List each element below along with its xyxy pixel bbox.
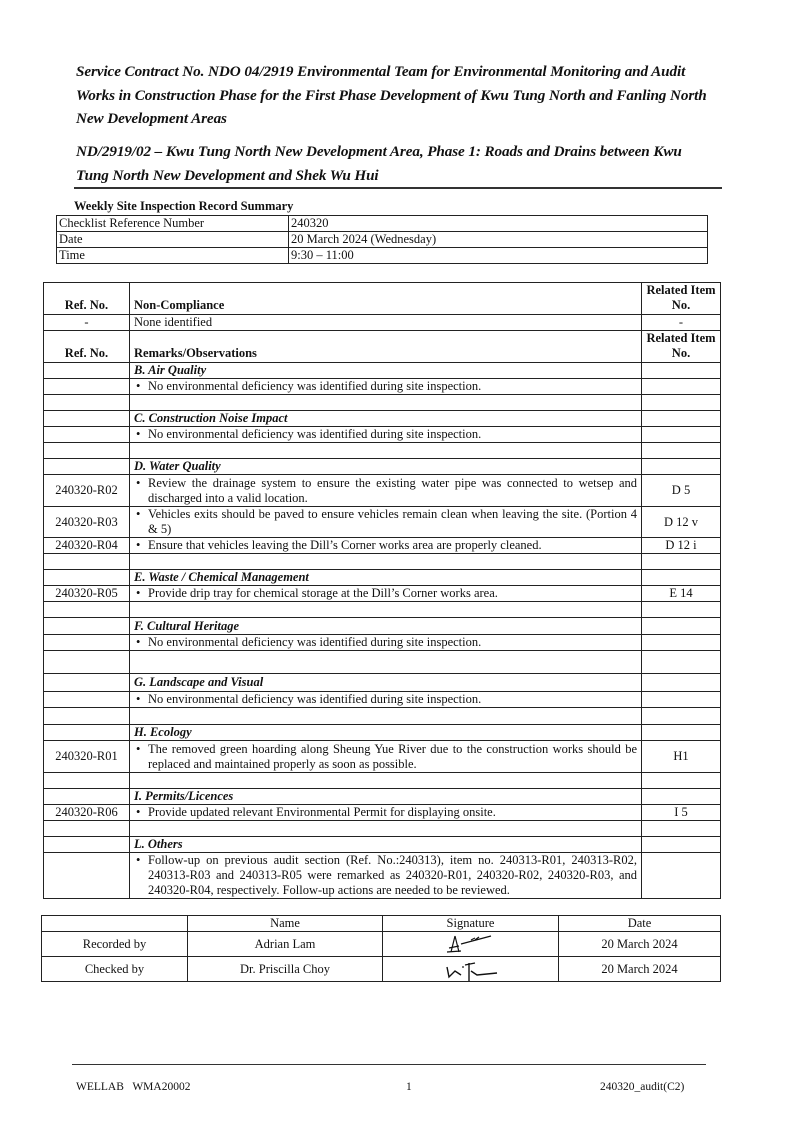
section-title: E. Waste / Chemical Management bbox=[130, 570, 642, 586]
bullet-icon: • bbox=[136, 427, 141, 441]
signoff-name: Dr. Priscilla Choy bbox=[188, 957, 383, 982]
remark-cell: • The removed green hoarding along Sheung Yue River due to the construction works should be replaced and maintained properly as soon as possible. bbox=[130, 741, 642, 773]
spacer-row bbox=[44, 554, 721, 570]
bullet-icon: • bbox=[136, 805, 141, 819]
footer-right: 240320_audit(C2) bbox=[600, 1081, 685, 1093]
related-cell bbox=[642, 427, 721, 443]
section-row bbox=[44, 411, 721, 427]
signoff-header-name: Name bbox=[188, 916, 383, 932]
related-cell: D 12 i bbox=[642, 538, 721, 554]
section-row bbox=[44, 363, 721, 379]
page-number: 1 bbox=[406, 1081, 412, 1093]
remark-cell: • Provide updated relevant Environmental Permit for displaying onsite. bbox=[130, 805, 642, 821]
table-row bbox=[44, 692, 721, 708]
col-header-remarks: Remarks/Observations bbox=[130, 331, 642, 363]
ref-cell bbox=[44, 635, 130, 651]
related-cell: - bbox=[642, 315, 721, 331]
section-title: D. Water Quality bbox=[130, 459, 642, 475]
related-cell bbox=[642, 379, 721, 395]
signoff-header-signature: Signature bbox=[383, 916, 559, 932]
ref-cell bbox=[44, 379, 130, 395]
col-header-related: Related Item No. bbox=[642, 283, 721, 315]
remark-cell: • No environmental deficiency was identified during site inspection. bbox=[130, 427, 642, 443]
table-row bbox=[44, 805, 721, 821]
section-title: H. Ecology bbox=[130, 725, 642, 741]
col-header-ref: Ref. No. bbox=[44, 331, 130, 363]
signoff-row bbox=[42, 932, 721, 957]
bullet-icon: • bbox=[136, 853, 141, 867]
ref-cell: 240320-R03 bbox=[44, 507, 130, 538]
remark-cell: • Review the drainage system to ensure the existing water pipe was connected to wetsep and discharged into a valid location. bbox=[130, 475, 642, 507]
section-row bbox=[44, 725, 721, 741]
table-row bbox=[44, 427, 721, 443]
section-row bbox=[44, 459, 721, 475]
table-row bbox=[44, 379, 721, 395]
signoff-header-role bbox=[42, 916, 188, 932]
summary-value: 9:30 – 11:00 bbox=[289, 248, 708, 264]
project-title: ND/2919/02 – Kwu Tung North New Development Area, Phase 1: Roads and Drains between Kwu Tung North New Development and Shek Wu Hui bbox=[76, 143, 682, 184]
related-cell: E 14 bbox=[642, 586, 721, 602]
signature-icon bbox=[441, 932, 501, 956]
header-divider bbox=[74, 187, 722, 189]
signoff-date: 20 March 2024 bbox=[559, 957, 721, 982]
signoff-table bbox=[41, 915, 721, 982]
remark-cell: • No environmental deficiency was identified during site inspection. bbox=[130, 635, 642, 651]
summary-table bbox=[56, 215, 708, 264]
table-row bbox=[44, 586, 721, 602]
bullet-icon: • bbox=[136, 692, 141, 706]
section-title: B. Air Quality bbox=[130, 363, 642, 379]
spacer-row bbox=[44, 395, 721, 411]
related-cell: H1 bbox=[642, 741, 721, 773]
summary-value: 20 March 2024 (Wednesday) bbox=[289, 232, 708, 248]
table-row bbox=[44, 475, 721, 507]
section-row bbox=[44, 674, 721, 692]
table-row bbox=[44, 853, 721, 899]
signature-icon bbox=[441, 957, 501, 981]
ref-cell bbox=[44, 427, 130, 443]
remark-cell: • Follow-up on previous audit section (Ref. No.:240313), item no. 240313-R01, 240313-R02, 240313-R03 and 240313-R05 were remarked as 240320-R01, 240320-R02, 240320-R03, and 240320-R04, respectively. Follow-up actions are needed to be reviewed. bbox=[130, 853, 642, 899]
ref-cell bbox=[44, 692, 130, 708]
ref-cell: 240320-R05 bbox=[44, 586, 130, 602]
related-cell bbox=[642, 853, 721, 899]
section-title: L. Others bbox=[130, 837, 642, 853]
table-header-row bbox=[44, 331, 721, 363]
signoff-role: Checked by bbox=[42, 957, 188, 982]
ref-cell: 240320-R02 bbox=[44, 475, 130, 507]
table-row bbox=[44, 315, 721, 331]
bullet-icon: • bbox=[136, 741, 141, 756]
summary-value: 240320 bbox=[289, 216, 708, 232]
table-row bbox=[44, 538, 721, 554]
ref-cell: 240320-R06 bbox=[44, 805, 130, 821]
signoff-date: 20 March 2024 bbox=[559, 932, 721, 957]
bullet-icon: • bbox=[136, 507, 141, 521]
section-title: G. Landscape and Visual bbox=[130, 674, 642, 692]
spacer-row bbox=[44, 443, 721, 459]
col-header-ref: Ref. No. bbox=[44, 283, 130, 315]
summary-row bbox=[57, 216, 708, 232]
inspection-table bbox=[43, 282, 721, 899]
signature-cell bbox=[383, 957, 559, 982]
table-header-row bbox=[44, 283, 721, 315]
signoff-header-row bbox=[42, 916, 721, 932]
bullet-icon: • bbox=[136, 538, 141, 552]
section-title: F. Cultural Heritage bbox=[130, 618, 642, 635]
section-row bbox=[44, 837, 721, 853]
ref-cell: 240320-R04 bbox=[44, 538, 130, 554]
table-row bbox=[44, 635, 721, 651]
spacer-row bbox=[44, 651, 721, 674]
related-cell: D 12 v bbox=[642, 507, 721, 538]
remark-cell: • Vehicles exits should be paved to ensure vehicles remain clean when leaving the site. (Portion 4 & 5) bbox=[130, 507, 642, 538]
section-row bbox=[44, 570, 721, 586]
related-cell bbox=[642, 692, 721, 708]
contract-title: Service Contract No. NDO 04/2919 Environmental Team for Environmental Monitoring and Audit Works in Construction Phase for the First Phase Development of Kwu Tung North and Fanling North New Development Areas bbox=[76, 63, 707, 127]
spacer-row bbox=[44, 773, 721, 789]
col-header-related: Related Item No. bbox=[642, 331, 721, 363]
signature-cell bbox=[383, 932, 559, 957]
summary-row bbox=[57, 232, 708, 248]
section-title: C. Construction Noise Impact bbox=[130, 411, 642, 427]
signoff-role: Recorded by bbox=[42, 932, 188, 957]
summary-label: Checklist Reference Number bbox=[57, 216, 289, 232]
footer-divider bbox=[72, 1064, 706, 1065]
related-cell: D 5 bbox=[642, 475, 721, 507]
bullet-icon: • bbox=[136, 379, 141, 393]
ref-cell: - bbox=[44, 315, 130, 331]
section-row bbox=[44, 789, 721, 805]
remark-cell: • Provide drip tray for chemical storage at the Dill’s Corner works area. bbox=[130, 586, 642, 602]
spacer-row bbox=[44, 708, 721, 725]
section-row bbox=[44, 618, 721, 635]
signoff-row bbox=[42, 957, 721, 982]
remark-cell: • No environmental deficiency was identified during site inspection. bbox=[130, 692, 642, 708]
summary-title: Weekly Site Inspection Record Summary bbox=[74, 199, 294, 213]
related-cell: I 5 bbox=[642, 805, 721, 821]
related-cell bbox=[642, 635, 721, 651]
col-header-noncompliance: Non-Compliance bbox=[130, 283, 642, 315]
summary-row bbox=[57, 248, 708, 264]
signoff-header-date: Date bbox=[559, 916, 721, 932]
remark-cell: • Ensure that vehicles leaving the Dill’s Corner works area are properly cleaned. bbox=[130, 538, 642, 554]
summary-label: Date bbox=[57, 232, 289, 248]
section-title: I. Permits/Licences bbox=[130, 789, 642, 805]
signoff-name: Adrian Lam bbox=[188, 932, 383, 957]
bullet-icon: • bbox=[136, 635, 141, 649]
summary-label: Time bbox=[57, 248, 289, 264]
desc-cell: None identified bbox=[130, 315, 642, 331]
bullet-icon: • bbox=[136, 586, 141, 600]
ref-cell bbox=[44, 853, 130, 899]
footer-left: WELLAB WMA20002 bbox=[76, 1081, 191, 1093]
table-row bbox=[44, 741, 721, 773]
ref-cell: 240320-R01 bbox=[44, 741, 130, 773]
bullet-icon: • bbox=[136, 475, 141, 490]
spacer-row bbox=[44, 821, 721, 837]
spacer-row bbox=[44, 602, 721, 618]
remark-cell: • No environmental deficiency was identified during site inspection. bbox=[130, 379, 642, 395]
table-row bbox=[44, 507, 721, 538]
